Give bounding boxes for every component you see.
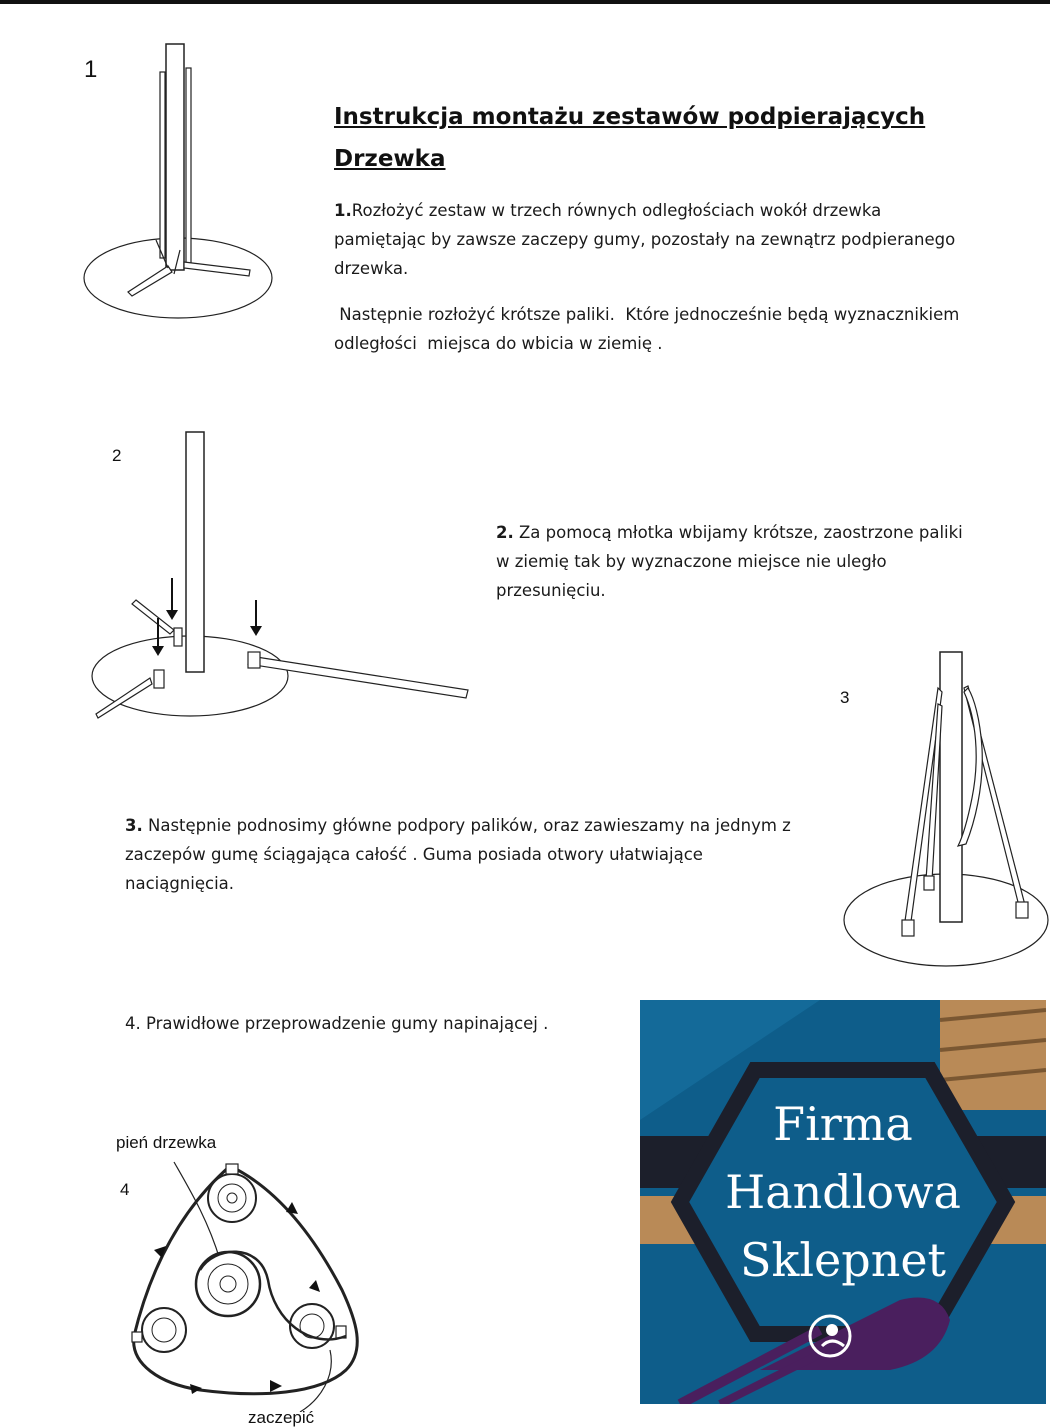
figure-4-number: 4 — [120, 1180, 130, 1199]
figure-4-illustration — [120, 1150, 370, 1412]
logo-line-3: Sklepnet — [739, 1233, 947, 1287]
figure-2-illustration — [90, 428, 480, 728]
logo-line-2: Handlowa — [725, 1165, 961, 1219]
step-2-text: Za pomocą młotka wbijamy krótsze, zaostrzone paliki w ziemię tak by wyznaczone miejsce nie uległo przesunięciu. — [496, 523, 963, 600]
logo-line-1: Firma — [773, 1097, 913, 1151]
step-2-number: 2. — [496, 523, 514, 542]
figure-3-number: 3 — [840, 688, 850, 707]
step-3-paragraph — [125, 811, 805, 898]
step-4-paragraph: 4. Prawidłowe przeprowadzenie gumy napinającej . — [125, 1014, 549, 1033]
step-1-paragraph-2: Następnie rozłożyć krótsze paliki. Które jednocześnie będą wyznacznikiem odległości miejsca do wbicia w ziemię . — [334, 305, 965, 353]
figure-1-number: 1 — [84, 56, 98, 83]
figure-3-illustration — [840, 648, 1050, 973]
figure-4-hook-label: zaczepić — [248, 1408, 315, 1427]
figure-4-trunk-label: pień drzewka — [116, 1133, 217, 1152]
title-line-2: Drzewka — [334, 146, 446, 172]
step-3-text: Następnie podnosimy główne podpory palików, oraz zawieszamy na jednym z zaczepów gumę ściągająca całość . Guma posiada otwory ułatwiające naciągnięcia. — [125, 816, 791, 893]
title-line-1: Instrukcja montażu zestawów podpierających — [334, 104, 926, 130]
step-1-text: Rozłożyć zestaw w trzech równych odległościach wokół drzewka pamiętając by zawsze zaczepy gumy, pozostały na zewnątrz podpieranego drzewka. — [334, 201, 956, 278]
figure-1-illustration — [80, 40, 280, 320]
step-1-paragraph — [334, 196, 974, 283]
step-3-number: 3. — [125, 816, 143, 835]
top-border — [0, 0, 1050, 4]
page-title — [334, 96, 974, 180]
figure-2-number: 2 — [112, 446, 122, 465]
step-1-number: 1. — [334, 201, 352, 220]
step-2-paragraph — [496, 518, 972, 605]
company-logo — [640, 1000, 1046, 1404]
